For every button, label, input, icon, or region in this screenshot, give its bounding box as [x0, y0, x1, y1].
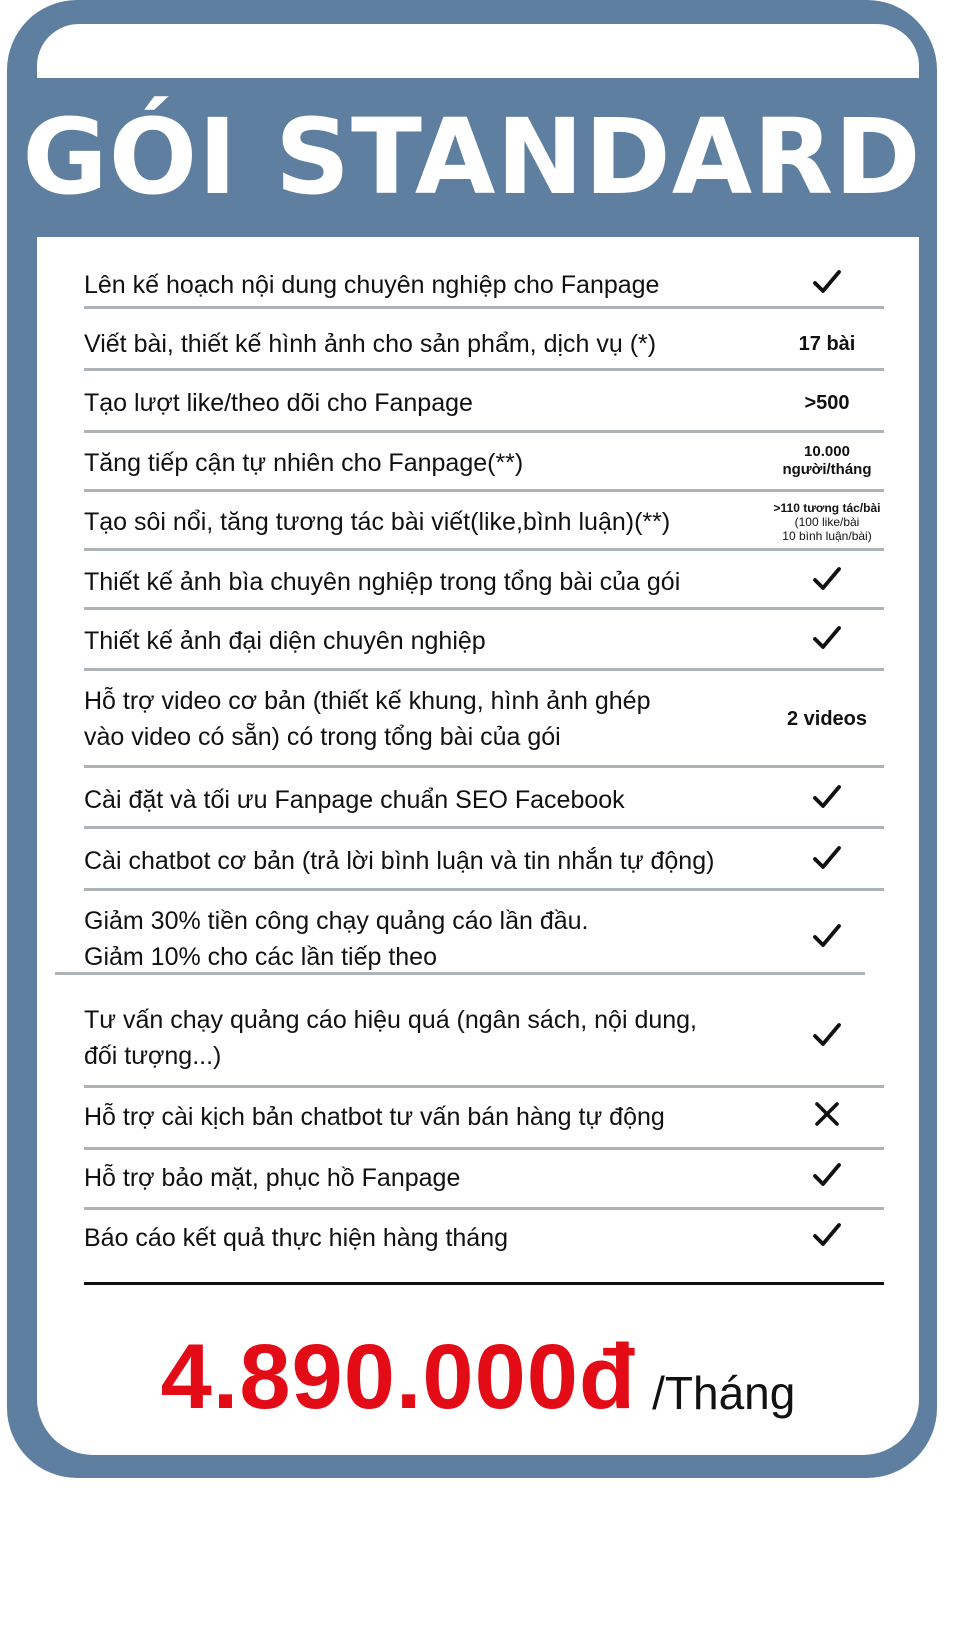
- card-top-panel: [37, 24, 919, 78]
- feature-description: [84, 1099, 774, 1135]
- feature-value-text: [774, 501, 881, 543]
- price-divider: [84, 1282, 884, 1285]
- feature-value: [767, 326, 887, 362]
- feature-row: [37, 903, 919, 975]
- row-divider: [84, 888, 884, 891]
- feature-value: [767, 683, 887, 755]
- feature-value: [767, 1220, 887, 1256]
- cross-icon: [812, 1100, 842, 1134]
- feature-value: [767, 498, 887, 546]
- feature-description-line: Cài đặt và tối ưu Fanpage chuẩn SEO Facebook: [84, 786, 625, 814]
- feature-description: [84, 326, 774, 362]
- feature-description-line: Hỗ trợ cài kịch bản chatbot tư vấn bán hàng tự động: [84, 1103, 665, 1131]
- row-divider: [84, 765, 884, 768]
- feature-description: [84, 843, 774, 879]
- feature-description: [84, 445, 774, 481]
- feature-description-line: Tư vấn chạy quảng cáo hiệu quá (ngân sách, nội dung,: [84, 1006, 698, 1034]
- feature-description: [84, 1220, 774, 1256]
- feature-row: [37, 564, 919, 600]
- feature-row: [37, 782, 919, 818]
- feature-description: [84, 267, 774, 303]
- row-divider: [84, 826, 884, 829]
- feature-description: [84, 683, 774, 755]
- feature-value: [767, 1160, 887, 1196]
- feature-value: [767, 782, 887, 818]
- row-divider: [84, 1207, 884, 1210]
- feature-value-text: [804, 391, 849, 415]
- feature-row: [37, 1160, 919, 1196]
- feature-description-line: Viết bài, thiết kế hình ảnh cho sản phẩm, dịch vụ (*): [84, 330, 657, 358]
- feature-row: [37, 326, 919, 362]
- feature-value: [767, 439, 887, 483]
- feature-description: [84, 1002, 774, 1074]
- feature-value-text: [782, 443, 871, 479]
- row-divider: [84, 306, 884, 309]
- feature-description-line: Tạo sôi nổi, tăng tương tác bài viết(like,bình luận)(**): [84, 508, 671, 536]
- check-icon: [812, 624, 842, 658]
- feature-value-text: [787, 707, 867, 731]
- feature-row: [37, 623, 919, 659]
- feature-row: [37, 1099, 919, 1135]
- feature-description: [84, 1160, 774, 1196]
- check-icon: [812, 844, 842, 878]
- row-divider: [84, 548, 884, 551]
- feature-description-line: Cài chatbot cơ bản (trả lời bình luận và tin nhắn tự động): [84, 847, 715, 875]
- feature-description-line: Tạo lượt like/theo dõi cho Fanpage: [84, 389, 473, 417]
- feature-row: [37, 445, 919, 481]
- feature-description-line: Báo cáo kết quả thực hiện hàng tháng: [84, 1224, 508, 1252]
- feature-row: [37, 1220, 919, 1256]
- feature-description: [84, 564, 774, 600]
- price-block: [37, 1323, 919, 1428]
- feature-value-line: 17 bài: [798, 333, 856, 355]
- package-title: GÓI STANDARD: [22, 96, 922, 218]
- feature-description-line: đối tượng...): [84, 1042, 222, 1070]
- feature-row: [37, 843, 919, 879]
- check-icon: [812, 565, 842, 599]
- check-icon: [812, 783, 842, 817]
- row-divider: [84, 1085, 884, 1088]
- package-card: [7, 0, 937, 1478]
- feature-value: [767, 623, 887, 659]
- row-divider: [84, 430, 884, 433]
- feature-description-line: Lên kế hoạch nội dung chuyên nghiệp cho Fanpage: [84, 271, 660, 299]
- feature-description: [84, 385, 774, 421]
- feature-description: [84, 782, 774, 818]
- feature-description-line: Giảm 10% cho các lần tiếp theo: [84, 943, 437, 971]
- feature-value: [767, 564, 887, 600]
- feature-value-text: [799, 332, 856, 356]
- feature-description-line: Giảm 30% tiền công chạy quảng cáo lần đầu.: [84, 907, 589, 935]
- check-icon: [812, 268, 842, 302]
- feature-description-line: Hỗ trợ video cơ bản (thiết kế khung, hình ảnh ghép: [84, 687, 651, 715]
- feature-description: [84, 623, 774, 659]
- feature-value: [767, 267, 887, 303]
- feature-value: [767, 903, 887, 975]
- row-divider: [84, 607, 884, 610]
- feature-panel: [37, 237, 919, 1455]
- feature-row: [37, 1002, 919, 1074]
- check-icon: [812, 922, 842, 956]
- feature-value-line: 10.000: [804, 443, 850, 460]
- feature-row: [37, 683, 919, 755]
- feature-value: [767, 843, 887, 879]
- price-unit: /Tháng: [652, 1367, 796, 1419]
- feature-row: [37, 267, 919, 303]
- row-divider: [84, 489, 884, 492]
- feature-value: [767, 1099, 887, 1135]
- price-amount: 4.890.000đ: [160, 1326, 637, 1428]
- feature-row: [37, 385, 919, 421]
- feature-value-line: >110 tương tác/bài: [773, 501, 881, 515]
- feature-value: [767, 1002, 887, 1074]
- feature-value-line: 10 bình luận/bài): [782, 529, 872, 543]
- feature-value-line: 2 videos: [786, 708, 868, 730]
- row-divider: [84, 668, 884, 671]
- feature-description: [84, 504, 774, 540]
- feature-description-line: Tăng tiếp cận tự nhiên cho Fanpage(**): [84, 449, 524, 477]
- feature-value-line: >500: [804, 392, 850, 414]
- check-icon: [812, 1021, 842, 1055]
- feature-description-line: vào video có sẵn) có trong tổng bài của gói: [84, 723, 561, 751]
- row-divider: [84, 1147, 884, 1150]
- feature-description-line: Hỗ trợ bảo mặt, phục hồ Fanpage: [84, 1164, 461, 1192]
- check-icon: [812, 1161, 842, 1195]
- feature-value-line: người/tháng: [782, 461, 872, 478]
- feature-description-line: Thiết kế ảnh bìa chuyên nghiệp trong tổng bài của gói: [84, 568, 681, 596]
- feature-row: [37, 501, 919, 543]
- feature-value: [767, 385, 887, 421]
- feature-description-line: Thiết kế ảnh đại diện chuyên nghiệp: [84, 627, 486, 655]
- check-icon: [812, 1221, 842, 1255]
- row-divider: [84, 368, 884, 371]
- feature-value-line: (100 like/bài: [794, 515, 860, 529]
- feature-description: [84, 903, 774, 975]
- row-divider: [55, 972, 865, 975]
